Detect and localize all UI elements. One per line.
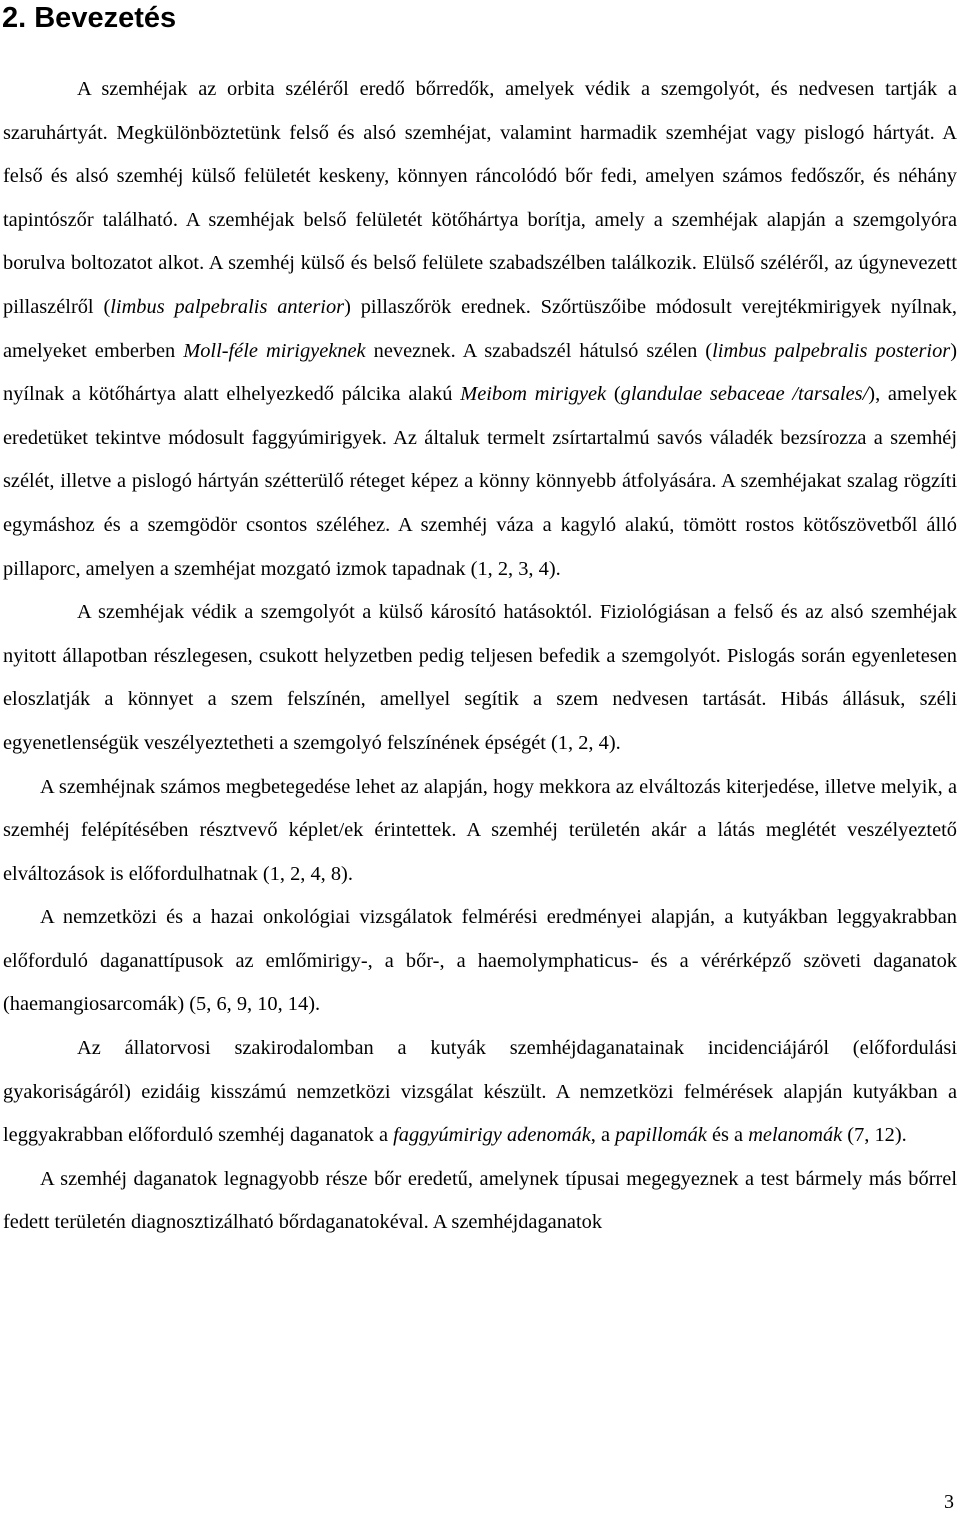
text-run: A szemhéjak az orbita széléről eredő bőrredők, amelyek védik a szemgolyót, és nedvesen tartják a szaruhártyát. Megkülönböztetünk felső és alsó szemhéjat, valamint harmadik szemhéjat vagy pislogó hártyát. A felső és alsó szemhéj külső felületét keskeny, könnyen ráncolódó bőr fedi, amelyen számos fedőszőr, és néhány tapintószőr található. A szemhéjak belső felületét kötőhártya borítja, amely a szemhéjak alapján a szemgolyóra borulva boltozatot alkot. A szemhéj külső és belső felülete szabadszélben találkozik. Elülső széléről, az úgynevezett pillaszélről ( bbox=[3, 78, 957, 318]
text-run: Az állatorvosi szakirodalomban a kutyák szemhéjdaganatainak incidenciájáról (előfordulási gyakoriságáról) ezidáig kisszámú nemzetközi vizsgálat készült. A nemzetközi felmérések alapján kutyákban a leggyakrabban előforduló szemhéj daganatok a bbox=[3, 1037, 957, 1147]
paragraph-eyelid-tumor-incidence bbox=[3, 1027, 957, 1158]
paragraph-eyelid-anatomy bbox=[3, 68, 957, 591]
paragraph-skin-origin: A szemhéj daganatok legnagyobb része bőr eredetű, amelynek típusai megegyeznek a test bármely más bőrrel fedett területén diagnosztizálható bőrdaganatokéval. A szemhéjdaganatok bbox=[3, 1167, 957, 1234]
text-run: ( bbox=[606, 383, 621, 406]
text-run: ), amelyek eredetüket tekintve módosult faggyúmirigyek. Az általuk termelt zsírtartalmú savós váladék bezsírozza a szemhéj szélét, illetve a pislogó hártyán szétterülő réteget képez a könny könnyebb átfolyására. A szemhéjakat szalag rögzíti egymáshoz és a szemgödör csontos széléhez. A szemhéj váza a kagyló alakú, tömött rostos kötőszövetből álló pillaporc, amelyen a szemhéjat mozgató izmok tapadnak (1, 2, 3, 4). bbox=[3, 383, 957, 580]
paragraph-eyelid-function: A szemhéjak védik a szemgolyót a külső károsító hatásoktól. Fiziológiásan a felső és az alsó szemhéjak nyitott állapotban részlegesen, csukott helyzetben pedig teljesen befedik a szemgolyót. Pislogás során egyenletesen eloszlatják a könnyet a szem felszínén, amellyel segítik a szem nedvesen tartását. Hibás állásuk, széli egyenetlenségük veszélyeztetheti a szemgolyó felszínének épségét (1, 2, 4). bbox=[3, 601, 957, 754]
paragraph-oncology-surveys: A nemzetközi és a hazai onkológiai vizsgálatok felmérési eredményei alapján, a kutyákban leggyakrabban előforduló daganattípusok az emlőmirigy-, a bőr-, a haemolymphaticus- és a vérérképző szöveti daganatok (haemangiosarcomák) (5, 6, 9, 10, 14). bbox=[3, 906, 957, 1016]
italic-term: limbus palpebralis anterior bbox=[110, 295, 345, 318]
paragraph-eyelid-diseases: A szemhéjnak számos megbetegedése lehet az alapján, hogy mekkora az elváltozás kiterjedése, illetve melyik, a szemhéj felépítésében résztvevő képlet/ek érintettek. A szemhéj területén akár a látás meglétét veszélyeztető elváltozások is előfordulhatnak (1, 2, 4, 8). bbox=[3, 775, 957, 885]
text-run: és a bbox=[706, 1124, 749, 1147]
italic-term: limbus palpebralis posterior bbox=[712, 339, 951, 362]
text-run: (7, 12). bbox=[842, 1124, 907, 1147]
section-heading: 2. Bevezetés bbox=[2, 2, 177, 34]
text-run: ) pillaszőrök erednek. Szőrtüszőibe módosult verejtékmirigyek nyílnak, amelyeket emberben bbox=[3, 295, 957, 362]
italic-term: Meibom mirigyek bbox=[460, 383, 607, 406]
italic-term: papillomák bbox=[615, 1124, 707, 1147]
body-text bbox=[3, 68, 957, 1245]
text-run: ) nyílnak a kötőhártya alatt elhelyezkedő pálcika alakú bbox=[3, 339, 957, 406]
text-run: neveznek. A szabadszél hátulsó szélen ( bbox=[365, 339, 713, 362]
italic-term: faggyúmirigy adenomák bbox=[393, 1124, 591, 1147]
italic-term: melanomák bbox=[748, 1124, 843, 1147]
italic-term: glandulae sebaceae /tarsales/ bbox=[620, 383, 869, 406]
page-number: 3 bbox=[944, 1491, 954, 1513]
italic-term: Moll-féle mirigyeknek bbox=[183, 339, 366, 362]
text-run: , a bbox=[590, 1124, 616, 1147]
